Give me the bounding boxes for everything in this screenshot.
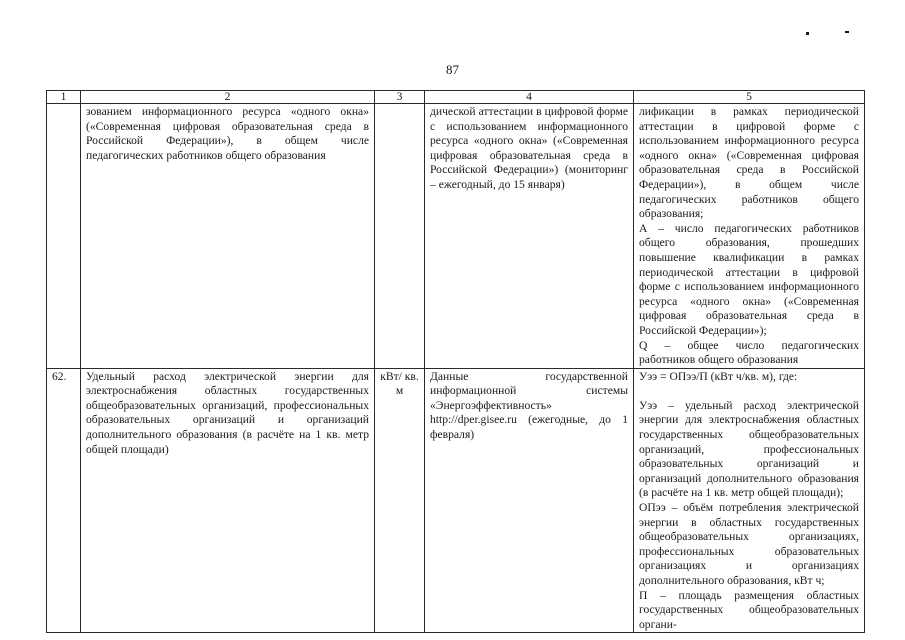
method-paragraph: Q – общее число педагогических работников общего образования (639, 338, 859, 367)
column-header: 5 (634, 91, 865, 104)
unit-cell (375, 104, 425, 369)
row-number-cell (47, 104, 81, 369)
method-paragraph: ОПээ – объём потребления электрической энергии в областных государственных общеобразовательных организациях, профессиональных образовательных организациях и организациях дополнительного образования, кВт ч; (639, 501, 859, 587)
column-header: 2 (81, 91, 375, 104)
column-header: 1 (47, 91, 81, 104)
data-source-cell: дической аттестации в цифровой форме с использованием информационного ресурса «одного окна» («Современная цифровая образовательная среда в Российской Федерации») (мониторинг – ежегодный, до 15 января) (425, 104, 634, 369)
method-paragraph: А – число педагогических работников общего образования, прошедших повышение квалификации в рамках периодической аттестации в цифровой форме с использованием информационного ресурса «одного окна» («Современная цифровая образовательная среда в Российской Федерации»); (639, 221, 859, 337)
data-source-cell: Данные государственной информационной системы «Энергоэффективность» http://dper.gisee.ru (ежегодные, до 1 февраля) (425, 368, 634, 633)
indicator-name-cell: Удельный расход электрической энергии для электроснабжения областных государственных общеобразовательных организаций, профессиональных образовательных организаций и организаций дополнительного образования (в расчёте на 1 кв. метр общей площади) (81, 368, 375, 633)
indicators-table (46, 90, 865, 633)
table-row (47, 368, 865, 633)
column-header: 3 (375, 91, 425, 104)
unit-cell: кВт/ кв. м (375, 368, 425, 633)
calculation-method-cell (634, 104, 865, 369)
calculation-method-cell (634, 368, 865, 633)
column-header: 4 (425, 91, 634, 104)
table-row (47, 104, 865, 369)
scan-speck (845, 31, 849, 33)
row-number-cell: 62. (47, 368, 81, 633)
method-paragraph: лификации в рамках периодической аттестации в цифровой форме с использованием информационного ресурса «одного окна» («Современная цифровая образовательная среда в Российской Федерации»), в общем числе педагогических работников общего образования; (639, 105, 859, 221)
table-header-row (47, 91, 865, 104)
method-paragraph: П – площадь размещения областных государственных общеобразовательных органи- (639, 588, 859, 631)
formula: Уээ = ОПээ/П (кВт ч/кв. м), где: (639, 369, 798, 383)
method-paragraph: Уээ – удельный расход электрической энергии для электроснабжения областных государственных общеобразовательных организаций, профессиональных образовательных организаций и организаций дополнительного образования (в расчёте на 1 кв. метр общей площади); (639, 398, 859, 500)
scan-speck (806, 32, 809, 35)
indicator-name-cell: зованием информационного ресурса «одного окна» («Современная цифровая образовательная среда в Российской Федерации»), в общем числе педагогических работников общего образования (81, 104, 375, 369)
page-number: 87 (446, 62, 459, 77)
